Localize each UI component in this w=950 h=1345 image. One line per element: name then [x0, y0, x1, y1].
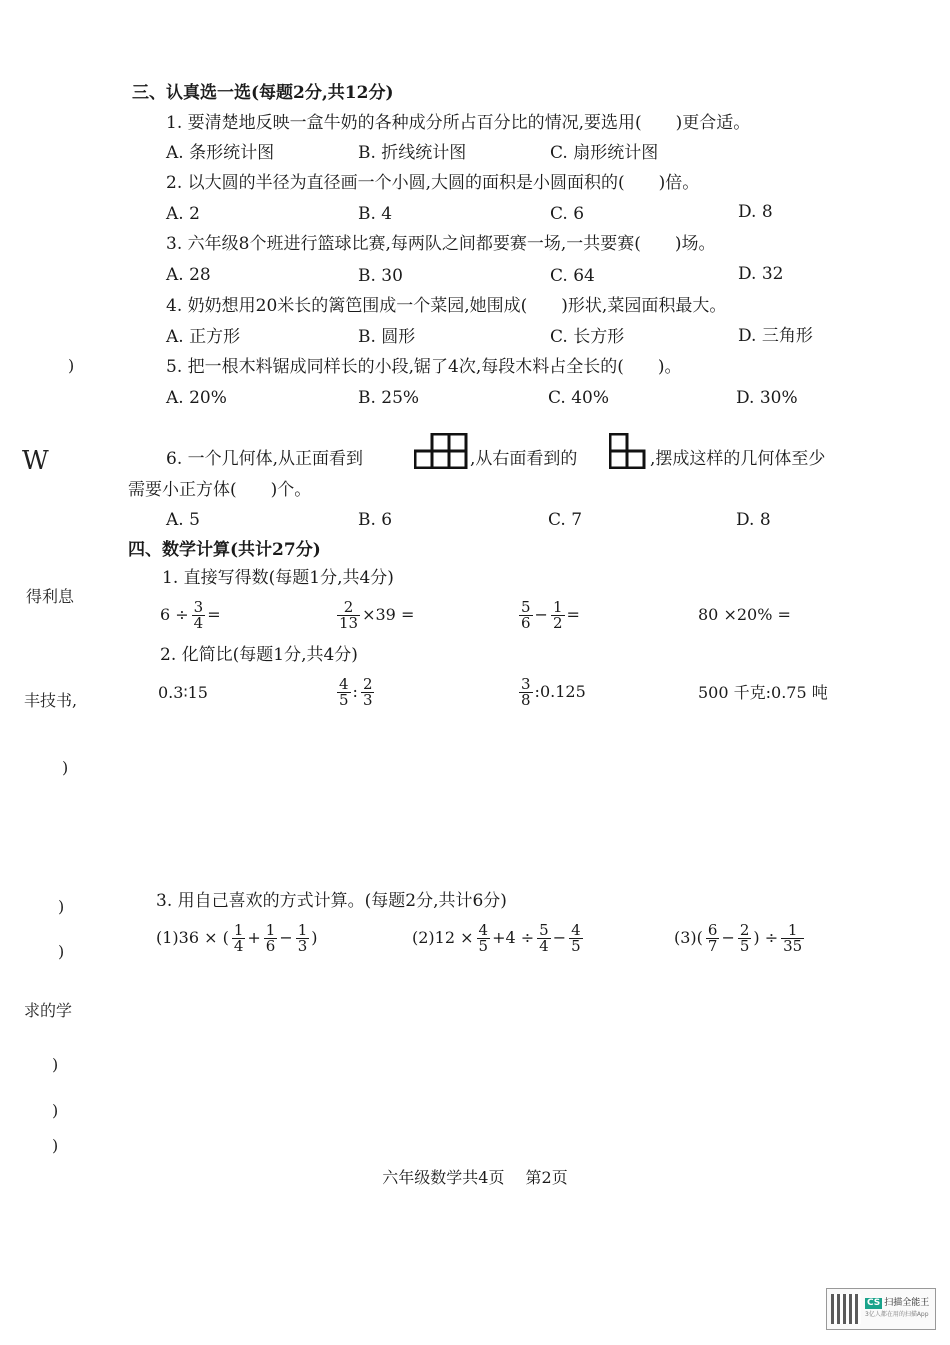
q2-stem: 2. 以大圆的半径为直径画一个小圆,大圆的面积是小圆面积的( )倍。 — [166, 173, 700, 193]
fraction: $\frac{1}{6}$ — [265, 920, 276, 955]
fraction: $\frac{4}{5}$ — [478, 920, 489, 955]
expr-text: 6 ÷ — [160, 605, 189, 624]
edge-fragment: 丰技书, — [24, 691, 78, 710]
scanner-brand — [865, 1298, 929, 1320]
expr-text: = — [207, 605, 221, 624]
part2-expr-2 — [336, 673, 376, 711]
part2-title: 2. 化简比(每题1分,共4分) — [160, 645, 358, 665]
expr-text: (1)36 × ( — [156, 928, 229, 947]
q6-option-b: B. 6 — [358, 510, 393, 530]
scanner-watermark — [826, 1288, 936, 1330]
q4-option-b: B. 圆形 — [358, 327, 416, 347]
scanner-name: 扫描全能王 — [884, 1298, 930, 1308]
edge-fragment: ) — [68, 356, 75, 375]
part3-title: 3. 用自己喜欢的方式计算。(每题2分,共计6分) — [156, 891, 507, 911]
q5-stem: 5. 把一根木料锯成同样长的小段,锯了4次,每段木料占全长的( )。 — [166, 357, 682, 377]
section4-title: 四、数学计算(共计27分) — [128, 540, 321, 560]
q6-stem-part3: ,摆成这样的几何体至少 — [650, 449, 826, 469]
expr-text: :0.125 — [534, 682, 586, 701]
fraction: $\frac{3}{8}$ — [521, 674, 531, 709]
part2-expr-3 — [518, 673, 588, 711]
q6-option-a: A. 5 — [166, 510, 200, 530]
q1-option-b: B. 折线统计图 — [358, 143, 467, 163]
operator: − — [534, 605, 548, 624]
q3-option-c: C. 64 — [550, 266, 595, 286]
edge-fragment: ) — [58, 897, 65, 916]
edge-fragment: 得利息 — [26, 587, 75, 606]
operator: − — [279, 928, 293, 947]
expr-text: (3)( — [674, 928, 703, 947]
expr-text: ) — [311, 928, 318, 947]
q5-option-c: C. 40% — [548, 388, 609, 408]
q2-option-b: B. 4 — [358, 204, 393, 224]
q4-option-c: C. 长方形 — [550, 327, 625, 347]
q2-option-d: D. 8 — [738, 202, 773, 222]
edge-fragment: ) — [62, 758, 69, 777]
expr-text: ) ÷ — [753, 928, 779, 947]
qr-code-icon — [831, 1294, 861, 1324]
q5-option-d: D. 30% — [736, 388, 798, 408]
part1-expr-4: 80 ×20% = — [698, 605, 791, 624]
fraction: $\frac{2}{13}$ — [339, 597, 359, 632]
edge-fragment: ) — [52, 1101, 59, 1120]
part2-expr-1: 0.3∶15 — [158, 683, 208, 702]
q3-option-b: B. 30 — [358, 266, 403, 286]
q1-option-c: C. 扇形统计图 — [550, 143, 659, 163]
q4-stem: 4. 奶奶想用20米长的篱笆围成一个菜园,她围成( )形状,菜园面积最大。 — [166, 296, 727, 316]
fraction: $\frac{5}{6}$ — [521, 597, 531, 632]
operator: + — [247, 928, 261, 947]
part3-expr-2 — [412, 918, 585, 958]
q3-option-a: A. 28 — [166, 265, 211, 285]
edge-fragment: 求的学 — [24, 1001, 73, 1020]
part3-expr-3 — [674, 918, 806, 958]
part1-expr-3 — [518, 596, 582, 634]
fraction: $\frac{1}{2}$ — [552, 597, 563, 632]
q2-option-a: A. 2 — [166, 204, 200, 224]
fraction: $\frac{4}{5}$ — [339, 674, 349, 709]
edge-fragment: ) — [58, 942, 65, 961]
fraction: $\frac{3}{4}$ — [193, 597, 204, 632]
part1-expr-1 — [160, 596, 223, 634]
q4-option-d: D. 三角形 — [738, 326, 813, 346]
operator: − — [721, 928, 735, 947]
part1-title: 1. 直接写得数(每题1分,共4分) — [162, 568, 394, 588]
right-view-figure — [609, 433, 647, 469]
fraction: $\frac{2}{5}$ — [739, 920, 750, 955]
page-footer — [0, 1165, 950, 1188]
footer-total-pages: 六年级数学共4页 — [382, 1168, 505, 1187]
operator: : — [352, 682, 358, 701]
q6-option-d: D. 8 — [736, 510, 771, 530]
fraction: $\frac{2}{3}$ — [362, 674, 373, 709]
q6-stem-part1: 6. 一个几何体,从正面看到 — [166, 449, 364, 469]
scanner-tagline: 3亿人都在用的扫描App — [865, 1311, 929, 1318]
part2-expr-4: 500 千克:0.75 吨 — [698, 683, 828, 702]
operator: − — [552, 928, 567, 947]
part3-expr-1 — [156, 918, 320, 958]
q6-stem-part2: ,从右面看到的 — [470, 449, 578, 469]
cs-logo-icon: CS — [867, 1298, 881, 1308]
q5-option-b: B. 25% — [358, 388, 420, 408]
q6-stem-part4: 需要小正方体( )个。 — [128, 480, 312, 500]
q2-option-c: C. 6 — [550, 204, 585, 224]
expr-text: (2)12 × — [412, 928, 474, 947]
q6-option-c: C. 7 — [548, 510, 583, 530]
q1-option-a: A. 条形统计图 — [166, 143, 275, 163]
q3-stem: 3. 六年级8个班进行篮球比赛,每两队之间都要赛一场,一共要赛( )场。 — [166, 234, 716, 254]
fraction: $\frac{1}{35}$ — [783, 920, 803, 955]
q5-option-a: A. 20% — [166, 388, 227, 408]
fraction: $\frac{5}{4}$ — [539, 920, 549, 955]
fraction: $\frac{4}{5}$ — [571, 920, 581, 955]
q1-stem: 1. 要清楚地反映一盒牛奶的各种成分所占百分比的情况,要选用( )更合适。 — [166, 113, 751, 133]
fraction: $\frac{1}{4}$ — [233, 920, 244, 955]
front-view-figure — [414, 433, 468, 469]
footer-page-number: 第2页 — [525, 1168, 568, 1187]
expr-text: ×39 = — [362, 605, 415, 624]
edge-fragment: ) — [52, 1055, 59, 1074]
fraction: $\frac{6}{7}$ — [707, 920, 718, 955]
edge-fragment-glyph: W — [22, 446, 49, 476]
part1-expr-2 — [336, 596, 416, 634]
section3-title: 三、认真选一选(每题2分,共12分) — [132, 83, 394, 103]
expr-text: = — [566, 605, 580, 624]
q3-option-d: D. 32 — [738, 264, 784, 284]
expr-text: +4 ÷ — [492, 928, 535, 947]
edge-fragment: ) — [52, 1136, 59, 1155]
q4-option-a: A. 正方形 — [166, 327, 241, 347]
fraction: $\frac{1}{3}$ — [297, 920, 308, 955]
